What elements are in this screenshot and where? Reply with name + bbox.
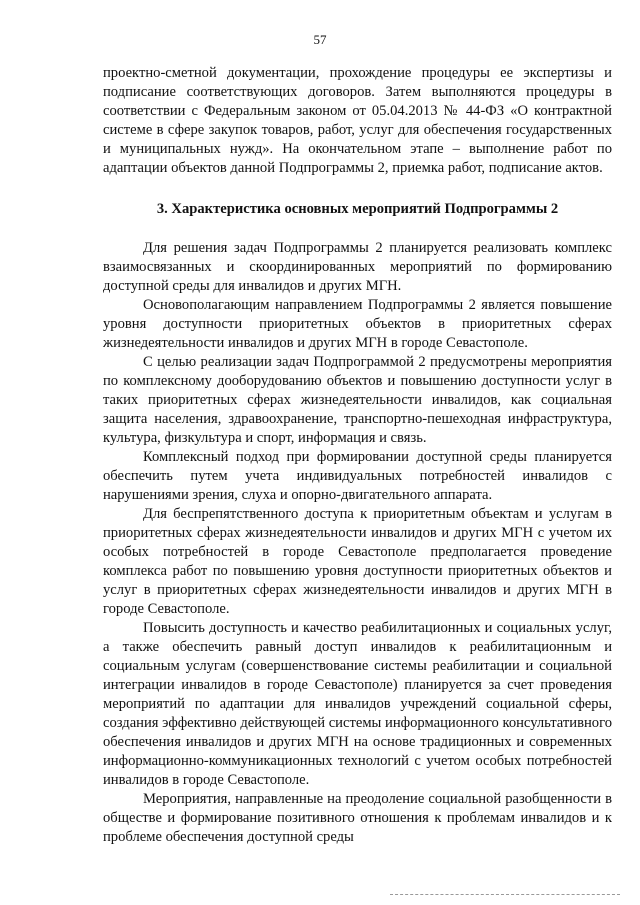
- paragraph: С целью реализации задач Подпрограммой 2 предусмотрены мероприятия по комплексному дооборудованию объектов и повышению доступности услуг в таких приоритетных сферах жизнедеятельности инвалидов, как социальная защита населения, здравоохранение, транспортно-пешеходная инфраструктура, культура, физкультура и спорт, информация и связь.: [103, 354, 612, 446]
- page-body: [103, 64, 612, 847]
- page-number: 57: [313, 32, 327, 47]
- paragraph: Комплексный подход при формировании доступной среды планируется обеспечить путем учета индивидуальных потребностей инвалидов с нарушениями зрения, слуха и опорно-двигательного аппарата.: [103, 449, 612, 503]
- paragraph-continued: проектно-сметной документации, прохождение процедуры ее экспертизы и подписание соответствующих договоров. Затем выполняются процедуры в соответствии с Федеральным законом от 05.04.2013 № 44-ФЗ «О контрактной системе в сфере закупок товаров, работ, услуг для обеспечения государственных и муниципальных нужд». На окончательном этапе – выполнение работ по адаптации объектов данной Подпрограммы 2, приемка работ, подписание актов.: [103, 65, 612, 176]
- paragraph: Для решения задач Подпрограммы 2 планируется реализовать комплекс взаимосвязанных и скоординированных мероприятий по формированию доступной среды для инвалидов и других МГН.: [103, 240, 612, 294]
- footer-rule: [390, 894, 620, 895]
- paragraph: Основополагающим направлением Подпрограммы 2 является повышение уровня доступности приоритетных объектов в приоритетных сферах жизнедеятельности инвалидов и других МГН в городе Севастополе.: [103, 297, 612, 351]
- section-heading: 3. Характеристика основных мероприятий Подпрограммы 2: [156, 201, 559, 217]
- paragraph: Мероприятия, направленные на преодоление социальной разобщенности в обществе и формирование позитивного отношения к проблемам инвалидов и к проблеме обеспечения доступной среды: [103, 791, 612, 845]
- paragraph: Для беспрепятственного доступа к приоритетным объектам и услугам в приоритетных сферах жизнедеятельности инвалидов и других МГН с учетом их особых потребностей в городе Севастополе предполагается проведение комплекса работ по повышению уровня доступности приоритетных объектов и услуг в приоритетных сферах жизнедеятельности инвалидов и других МГН в городе Севастополе.: [103, 506, 612, 617]
- paragraph: Повысить доступность и качество реабилитационных и социальных услуг, а также обеспечить равный доступ инвалидов к реабилитационным и социальным услугам (совершенствование системы реабилитации и социальной интеграции инвалидов в городе Севастополе) планируется за счет проведения мероприятий по адаптации для инвалидов учреждений социальной сферы, создания эффективно действующей системы информационного консультативного обеспечения инвалидов и других МГН на основе традиционных и современных информационно-коммуникационных технологий с учетом особых потребностей инвалидов в городе Севастополе.: [103, 620, 613, 788]
